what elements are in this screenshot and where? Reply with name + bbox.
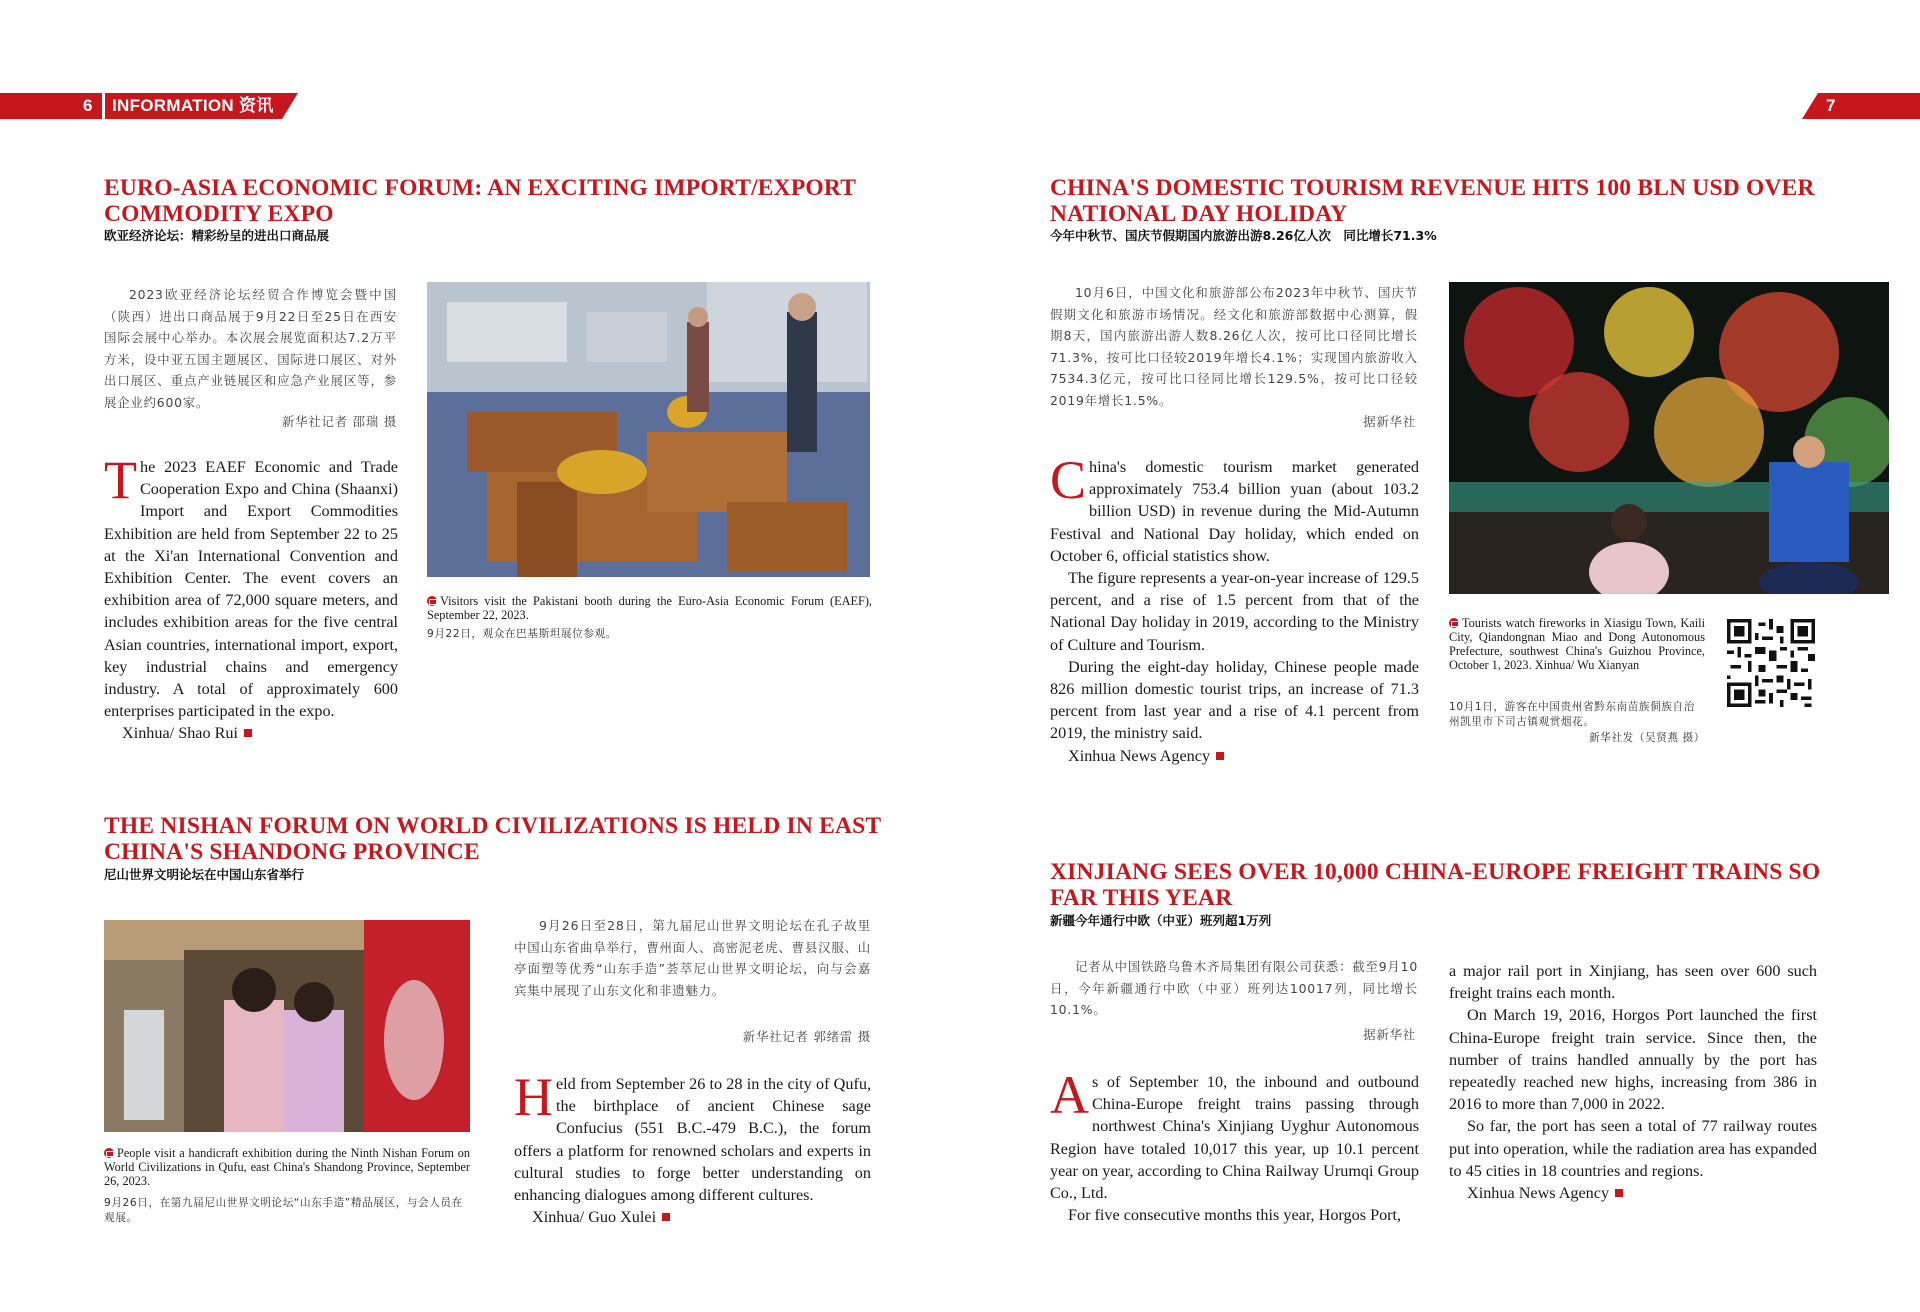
article2-body-p2: The figure represents a year-on-year increase of 129.5 percent, and a rise of 1.5 percent from that of the National Day holiday in 2019, according to the Ministry of Culture and Tourism. <box>1050 569 1419 654</box>
article3-photo-caption-cn: 9月26日，在第九届尼山世界文明论坛“山东手造”精品展区，与会人员在观展。 <box>104 1197 463 1224</box>
article4-body-p2-part2: a major rail port in Xinjiang, has seen over 600 such freight trains each month. <box>1449 962 1817 1003</box>
article3-body <box>514 1067 871 1228</box>
article4-dropcap: A <box>1050 1065 1089 1125</box>
left-page-number: 6 <box>83 96 93 115</box>
end-mark <box>1216 752 1224 760</box>
article2-caption-text: Tourists watch fireworks in Xiasigu Town, Kaili City, Qiandongnan Miao and Dong Autonomous Prefecture, southwest China's Guizhou Province, October 1, 2023. Xinhua/ Wu Xianyan <box>1449 616 1705 672</box>
camera-icon <box>427 596 437 606</box>
end-mark <box>244 729 252 737</box>
article1-dropcap: T <box>104 450 137 510</box>
right-page-number: 7 <box>1826 96 1836 115</box>
article4-body-p1: s of September 10, the inbound and outbound China-Europe freight trains passing through northwest China's Xinjiang Uyghur Autonomous Region have totaled 10,017 this year, up 10.1 percent year on year, according to China Railway Urumqi Group Co., Ltd. <box>1050 1073 1419 1203</box>
header-separator <box>102 93 105 119</box>
article4-body-p3: On March 19, 2016, Horgos Port launched the first China-Europe freight train service. Since then, the number of trains handled annually by the port has repeatedly reached new highs, increasing from 386 in 2016 to more than 7,000 in 2022. <box>1449 1006 1817 1114</box>
article2-body-p3: During the eight-day holiday, Chinese people made 826 million domestic tourist trips, an increase of 71.3 percent from last year and a rise of 4.1 percent from 2019, the ministry said. <box>1050 657 1419 743</box>
article1-photo-caption-cn: 9月22日，观众在巴基斯坦展位参观。 <box>427 628 617 640</box>
article3-summary-credit: 新华社记者 郭绪雷 摄 <box>742 1029 871 1044</box>
article4-body-col1 <box>1050 1065 1419 1226</box>
article3-photo-caption <box>104 1146 470 1188</box>
article3-title: THE NISHAN FORUM ON WORLD CIVILIZATIONS IS HELD IN EAST CHINA'S SHANDONG PROVINCE <box>104 813 881 865</box>
article2-body <box>1050 450 1419 767</box>
article2-subtitle: 今年中秋节、国庆节假期国内旅游出游8.26亿人次 同比增长71.3% <box>1050 228 1437 243</box>
article2-title: CHINA'S DOMESTIC TOURISM REVENUE HITS 100 BLN USD OVER NATIONAL DAY HOLIDAY <box>1050 175 1815 227</box>
article1-credit: Xinhua/ Shao Rui <box>122 724 239 743</box>
article2-photo-caption <box>1449 616 1705 672</box>
end-mark <box>662 1213 670 1221</box>
right-header-bar <box>1802 93 1920 119</box>
end-mark <box>1615 1189 1623 1197</box>
article3-photo <box>104 920 470 1132</box>
article4-body-col2 <box>1449 960 1817 1204</box>
article2-summary-credit: 据新华社 <box>1363 414 1416 429</box>
article3-body-text: eld from September 26 to 28 in the city of Qufu, the birthplace of ancient Chinese sage Confucius (551 B.C.-479 B.C.), the forum offers a platform for renowned scholars and experts in cultural studies to forge better understanding on enhancing dialogues among different cultures. <box>514 1075 871 1205</box>
article3-credit: Xinhua/ Guo Xulei <box>532 1208 657 1227</box>
camera-icon <box>1449 618 1459 628</box>
qr-code[interactable] <box>1727 619 1815 707</box>
article1-summary-credit: 新华社记者 邵瑞 摄 <box>281 414 397 429</box>
article1-photo <box>427 282 870 577</box>
article2-body-p1: hina's domestic tourism market generated approximately 753.4 billion yuan (about 103.2 billion USD) in revenue during the Mid-Autumn Festival and National Day holiday, which ended on October 6, official statistics show. <box>1050 458 1419 565</box>
article1-body-text: he 2023 EAEF Economic and Trade Cooperation Expo and China (Shaanxi) Import and Export Commodities Exhibition are held from September 22 to 25 at the Xi'an International Convention and Exhibition Center. The event covers an exhibition area of 72,000 square meters, and includes exhibition areas for the five central Asian countries, international import, export, key industrial chains and emergency industry. A total of approximately 600 enterprises participated in the expo. <box>104 458 398 721</box>
article2-photo <box>1449 282 1889 594</box>
article3-subtitle: 尼山世界文明论坛在中国山东省举行 <box>104 867 305 882</box>
article1-body <box>104 450 398 745</box>
article3-dropcap: H <box>514 1067 553 1127</box>
camera-icon <box>104 1148 114 1158</box>
article3-summary-cn: 9月26日至28日，第九届尼山世界文明论坛在孔子故里中国山东省曲阜举行，曹州面人、高密泥老虎、曹县汉服、山亭面塑等优秀“山东手造”荟萃尼山世界文明论坛，向与会嘉宾集中展现了山东文化和非遗魅力。 <box>514 918 871 998</box>
article2-photo-caption-cn: 10月1日，游客在中国贵州省黔东南苗族侗族自治州凯里市下司古镇观赏烟花。 <box>1449 701 1695 728</box>
article1-caption-text: Visitors visit the Pakistani booth during the Euro-Asia Economic Forum (EAEF), September 22, 2023. <box>427 594 872 622</box>
article1-subtitle: 欧亚经济论坛：精彩纷呈的进出口商品展 <box>104 228 330 243</box>
article2-credit: Xinhua News Agency <box>1068 746 1211 765</box>
article4-title: XINJIANG SEES OVER 10,000 CHINA-EUROPE FREIGHT TRAINS SO FAR THIS YEAR <box>1050 859 1821 911</box>
article2-dropcap: C <box>1050 450 1087 510</box>
article1-title: EURO-ASIA ECONOMIC FORUM: AN EXCITING IMPORT/EXPORT COMMODITY EXPO <box>104 175 856 227</box>
section-label: INFORMATION 资讯 <box>112 96 274 115</box>
article1-summary-cn: 2023欧亚经济论坛经贸合作博览会暨中国（陕西）进出口商品展于9月22日至25日在西安国际会展中心举办。本次展会展览面积达7.2万平方米，设中亚五国主题展区、国际进口展区、对外出口展区、重点产业链展区和应急产业展区等，参展企业约600家。 <box>104 287 397 410</box>
article2-photo-credit-cn: 新华社发（吴贤燕 摄） <box>1589 732 1705 744</box>
article4-body-p2-part1: For five consecutive months this year, Horgos Port, <box>1068 1206 1402 1225</box>
article2-summary-cn: 10月6日，中国文化和旅游部公布2023年中秋节、国庆节假期文化和旅游市场情况。经文化和旅游部数据中心测算，假期8天，国内旅游出游人数8.26亿人次，按可比口径同比增长71.3%，按可比口径较2019年增长4.1%；实现国内旅游收入7534.3亿元，按可比口径同比增长129.5%，按可比口径较2019年增长1.5%。 <box>1050 285 1418 408</box>
article4-subtitle: 新疆今年通行中欧（中亚）班列超1万列 <box>1050 913 1272 928</box>
article3-caption-text: People visit a handicraft exhibition during the Ninth Nishan Forum on World Civilizations in Qufu, east China's Shandong Province, September 26, 2023. <box>104 1146 470 1188</box>
article4-credit: Xinhua News Agency <box>1467 1184 1610 1203</box>
article4-summary-cn: 记者从中国铁路乌鲁木齐局集团有限公司获悉：截至9月10日，今年新疆通行中欧（中亚）班列达10017列，同比增长10.1%。 <box>1050 959 1418 1017</box>
article1-photo-caption <box>427 594 872 622</box>
article4-summary-credit: 据新华社 <box>1363 1027 1416 1042</box>
article4-body-p4: So far, the port has seen a total of 77 railway routes put into operation, while the radiation area has expanded to 45 cities in 18 countries and regions. <box>1449 1117 1817 1180</box>
